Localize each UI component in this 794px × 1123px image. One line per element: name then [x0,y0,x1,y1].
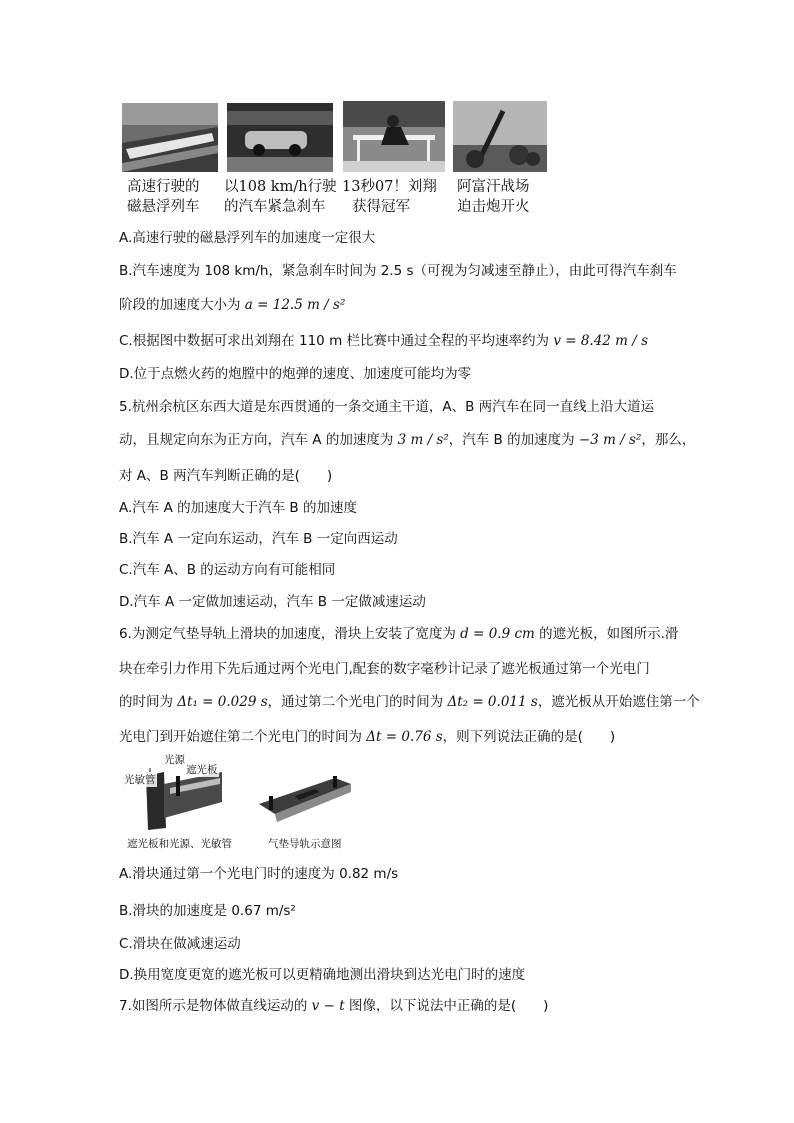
photo-hurdles-race [343,101,445,172]
q6-option-c: C.滑块在做减速运动 [119,936,241,952]
q4-option-b-line2 [119,295,345,315]
figure-air-track [255,774,354,828]
caption-line: 13秒07！刘翔 [342,179,437,195]
photo-caption-mortar [457,177,530,217]
q6-option-b: B.滑块的加速度是 0.67 m/s² [119,903,296,919]
text-span: 6.为测定气垫导轨上滑块的加速度，滑块上安装了宽度为 [119,626,461,642]
q4-option-d: D.位于点燃火药的炮膛中的炮弹的速度、加速度可能均为零 [119,366,472,382]
text-span: 光电门到开始遮住第二个光电门的时间为 [119,729,367,745]
formula-vt: v − t [311,998,345,1014]
photo-maglev-train [122,103,218,172]
label-shading-plate: 遮光板 [186,764,218,776]
q5-stem-line1: 5.杭州余杭区东西大道是东西贯通的一条交通主干道，A、B 两汽车在同一直线上沿大道运 [119,399,655,415]
text-span: 的遮光板，如图所示.滑 [534,626,679,642]
text-span: 动，且规定向东为正方向，汽车 A 的加速度为 [119,432,398,448]
q6-stem-line1 [119,624,678,644]
q6-stem-line2: 块在牵引力作用下先后通过两个光电门,配套的数字毫秒计记录了遮光板通过第一个光电门 [119,661,650,677]
text-span: 7.如图所示是物体做直线运动的 [119,998,312,1014]
q6-option-d: D.换用宽度更宽的遮光板可以更精确地测出滑块到达光电门时的速度 [119,967,526,983]
caption-line: 阿富汗战场 [457,179,530,195]
q5-option-b: B.汽车 A 一定向东运动，汽车 B 一定向西运动 [119,531,398,547]
q5-option-c: C.汽车 A、B 的运动方向有可能相同 [119,562,336,578]
formula-accel-b: −3 m / s² [578,432,642,448]
photo-caption-hurdles [342,177,437,217]
q5-stem-line3: 对 A、B 两汽车判断正确的是( ) [119,468,333,484]
caption-line: 迫击炮开火 [457,199,530,215]
formula-accel-a: 3 m / s² [397,432,449,448]
q6-stem-line4 [119,727,615,747]
label-light-source: 光源 [164,754,185,766]
formula-dt2: Δt₂ = 0.011 s [447,694,538,710]
q4-option-c [119,331,648,351]
q7-stem [119,996,548,1016]
q5-stem-line2 [119,430,695,450]
caption-line: 高速行驶的 [127,179,200,195]
caption-line: 磁悬浮列车 [127,199,200,215]
caption-line: 获得冠军 [352,199,410,215]
q6-option-a: A.滑块通过第一个光电门时的速度为 0.82 m/s [119,866,399,882]
q5-option-d: D.汽车 A 一定做加速运动，汽车 B 一定做减速运动 [119,594,426,610]
formula-dt1: Δt₁ = 0.029 s [177,694,268,710]
text-span: ，通过第二个光电门的时间为 [267,694,448,710]
label-photosensitive-tube: 光敏管 [124,774,156,786]
figure1-caption: 遮光板和光源、光敏管 [127,838,232,850]
text-span: 图像，以下说法中正确的是( ) [344,998,549,1014]
photo-caption-maglev [127,177,200,217]
formula-width: d = 0.9 cm [460,626,535,642]
text-span: ，遮光板从开始遮住第一个 [537,694,700,710]
text-span: C.根据图中数据可求出刘翔在 110 m 栏比赛中通过全程的平均速率约为 [119,333,554,349]
q4-option-b-line1: B.汽车速度为 108 km/h，紧急刹车时间为 2.5 s（可视为匀减速至静止），由此可得汽车刹车 [119,263,677,279]
text-span: 的时间为 [119,694,178,710]
formula-speed: v = 8.42 m / s [553,333,649,349]
q5-option-a: A.汽车 A 的加速度大于汽车 B 的加速度 [119,500,357,516]
photo-caption-car [224,177,337,217]
text-span: ，那么， [641,432,696,448]
caption-line: 以108 km/h行驶 [224,179,337,195]
formula-acceleration: a = 12.5 m / s² [244,297,346,313]
q4-option-a: A.高速行驶的磁悬浮列车的加速度一定很大 [119,230,376,246]
q6-stem-line3 [119,692,700,712]
text-span: ，则下列说法正确的是( ) [442,729,616,745]
figure2-caption: 气垫导轨示意图 [268,838,342,850]
caption-line: 的汽车紧急刹车 [224,199,326,215]
photo-car-braking [227,103,333,172]
text-span: 阶段的加速度大小为 [119,297,245,313]
formula-dt: Δt = 0.76 s [366,729,443,745]
photo-mortar-fire [453,101,547,172]
text-span: ，汽车 B 的加速度为 [448,432,579,448]
